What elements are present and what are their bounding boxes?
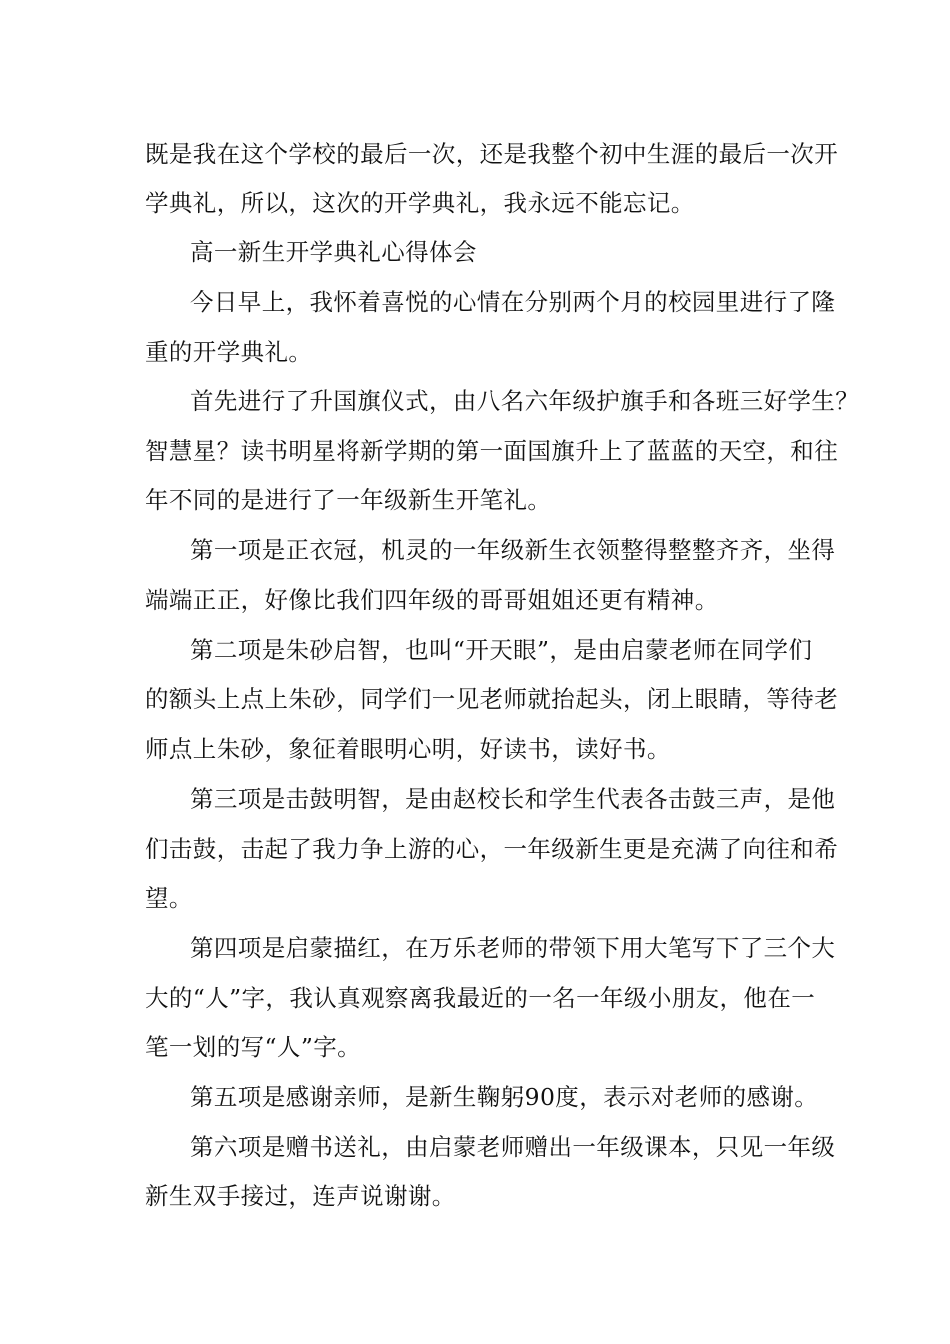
paragraph-line: 第一项是正衣冠，机灵的一年级新生衣领整得整整齐齐，坐得 <box>190 536 836 564</box>
paragraph-line: 望。 <box>145 884 193 912</box>
paragraph-line: 师点上朱砂，象征着眼明心明，好读书，读好书。 <box>145 735 671 763</box>
paragraph-line: 第三项是击鼓明智，是由赵校长和学生代表各击鼓三声，是他 <box>190 785 836 813</box>
paragraph-line: 笔一划的写“人”字。 <box>145 1033 362 1061</box>
paragraph-line: 既是我在这个学校的最后一次，还是我整个初中生涯的最后一次开 <box>145 140 839 168</box>
paragraph-line: 今日早上，我怀着喜悦的心情在分别两个月的校园里进行了隆 <box>190 288 836 316</box>
paragraph-line: 年不同的是进行了一年级新生开笔礼。 <box>145 486 552 514</box>
paragraph-line: 重的开学典礼。 <box>145 338 313 366</box>
paragraph-line: 端端正正，好像比我们四年级的哥哥姐姐还更有精神。 <box>145 586 719 614</box>
paragraph-line: 大的“人”字，我认真观察离我最近的一名一年级小朋友，他在一 <box>145 984 816 1012</box>
section-heading: 高一新生开学典礼心得体会 <box>190 238 477 266</box>
paragraph-line: 新生双手接过，连声说谢谢。 <box>145 1182 456 1210</box>
paragraph-line: 们击鼓，击起了我力争上游的心，一年级新生更是充满了向往和希 <box>145 835 839 863</box>
paragraph-line: 第五项是感谢亲师，是新生鞠躬90度，表示对老师的感谢。 <box>190 1083 819 1111</box>
paragraph-line: 学典礼，所以，这次的开学典礼，我永远不能忘记。 <box>145 189 695 217</box>
paragraph-line: 的额头上点上朱砂，同学们一见老师就抬起头，闭上眼睛，等待老 <box>145 685 839 713</box>
paragraph-line: 第二项是朱砂启智，也叫“开天眼”，是由启蒙老师在同学们 <box>190 636 813 664</box>
paragraph-line: 智慧星？读书明星将新学期的第一面国旗升上了蓝蓝的天空，和往 <box>145 437 839 465</box>
paragraph-line: 第四项是启蒙描红，在万乐老师的带领下用大笔写下了三个大 <box>190 934 836 962</box>
paragraph-line: 首先进行了升国旗仪式，由八名六年级护旗手和各班三好学生？ <box>190 387 860 415</box>
paragraph-line: 第六项是赠书送礼，由启蒙老师赠出一年级课本，只见一年级 <box>190 1133 836 1161</box>
